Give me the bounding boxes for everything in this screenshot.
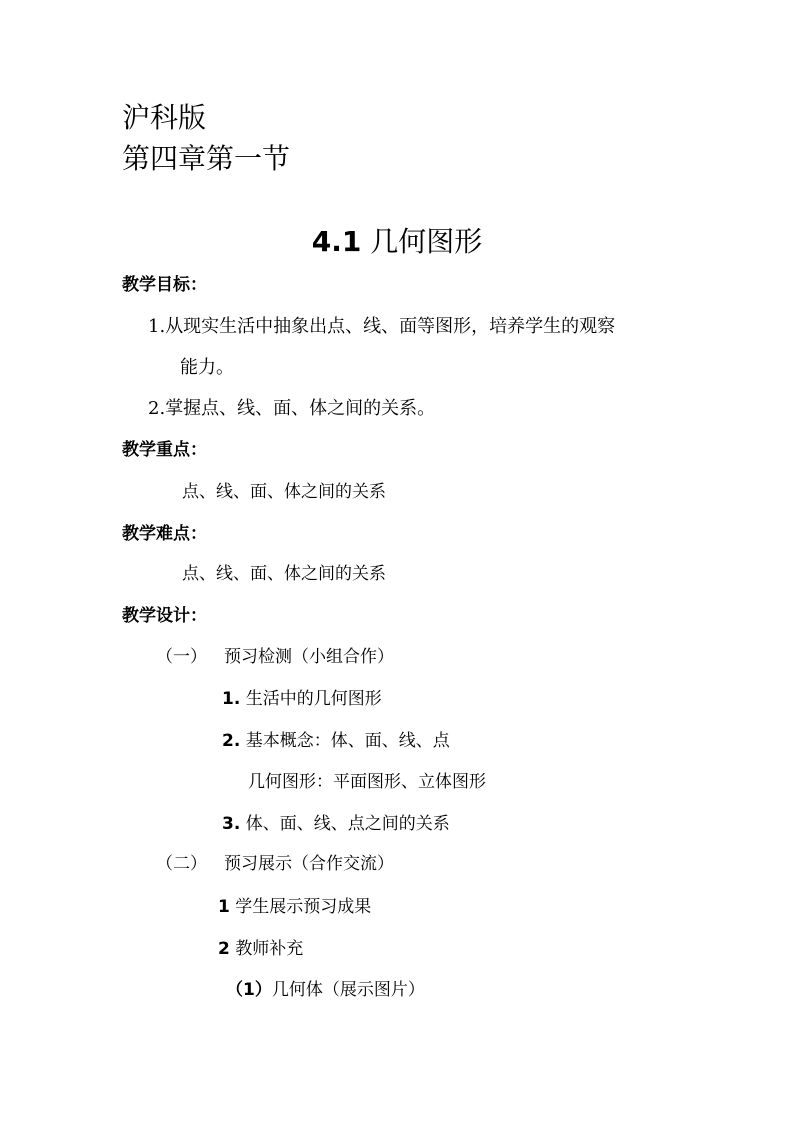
item-number: （1） xyxy=(226,980,272,1000)
lesson-title xyxy=(0,225,794,258)
item-number: 1 xyxy=(218,897,230,917)
objective-item-1-continued: 能力。 xyxy=(180,357,234,378)
section-number: （一） xyxy=(156,647,207,667)
section-title: 预习展示（合作交流） xyxy=(224,854,394,874)
objective-text: 从现实生活中抽象出点、线、面等图形，培养学生的观察 xyxy=(165,316,616,337)
item-number: 2. xyxy=(222,731,241,751)
objectives-label: 教学目标： xyxy=(122,275,207,295)
lesson-title-text: 几何图形 xyxy=(370,225,483,258)
objective-item-1 xyxy=(148,318,615,336)
objective-number: 1. xyxy=(148,316,166,337)
lesson-number: 4.1 xyxy=(311,225,362,258)
section-2-item-1 xyxy=(218,899,371,916)
key-points-text: 点、线、面、体之间的关系 xyxy=(182,482,386,502)
item-number: 3. xyxy=(222,814,241,834)
design-section-2 xyxy=(156,856,394,873)
objective-item-2 xyxy=(148,400,435,418)
item-text: 教师补充 xyxy=(235,939,304,959)
item-text: 生活中的几何图形 xyxy=(245,689,382,709)
section-1-item-1 xyxy=(222,691,382,708)
key-points-label: 教学重点： xyxy=(122,440,207,460)
item-text: 几何体（展示图片） xyxy=(271,980,425,1000)
item-text: 基本概念：体、面、线、点 xyxy=(245,731,450,751)
section-1-item-3 xyxy=(222,816,450,833)
difficulties-label: 教学难点： xyxy=(122,524,207,544)
section-1-item-2 xyxy=(222,733,450,750)
publisher-heading: 沪科版 xyxy=(122,101,207,134)
item-text: 学生展示预习成果 xyxy=(235,897,372,917)
section-title: 预习检测（小组合作） xyxy=(224,647,394,667)
difficulties-text: 点、线、面、体之间的关系 xyxy=(182,564,386,584)
section-1-item-2-detail: 几何图形：平面图形、立体图形 xyxy=(248,772,486,792)
item-number: 1. xyxy=(222,689,241,709)
item-text: 体、面、线、点之间的关系 xyxy=(245,814,450,834)
section-2-item-3 xyxy=(226,982,425,999)
item-number: 2 xyxy=(218,939,230,959)
objective-number: 2. xyxy=(148,398,166,419)
chapter-heading: 第四章第一节 xyxy=(122,142,291,175)
section-number: （二） xyxy=(156,854,207,874)
design-label: 教学设计： xyxy=(122,606,207,626)
section-2-item-2 xyxy=(218,941,303,958)
objective-text: 掌握点、线、面、体之间的关系。 xyxy=(165,398,436,419)
design-section-1 xyxy=(156,649,394,666)
